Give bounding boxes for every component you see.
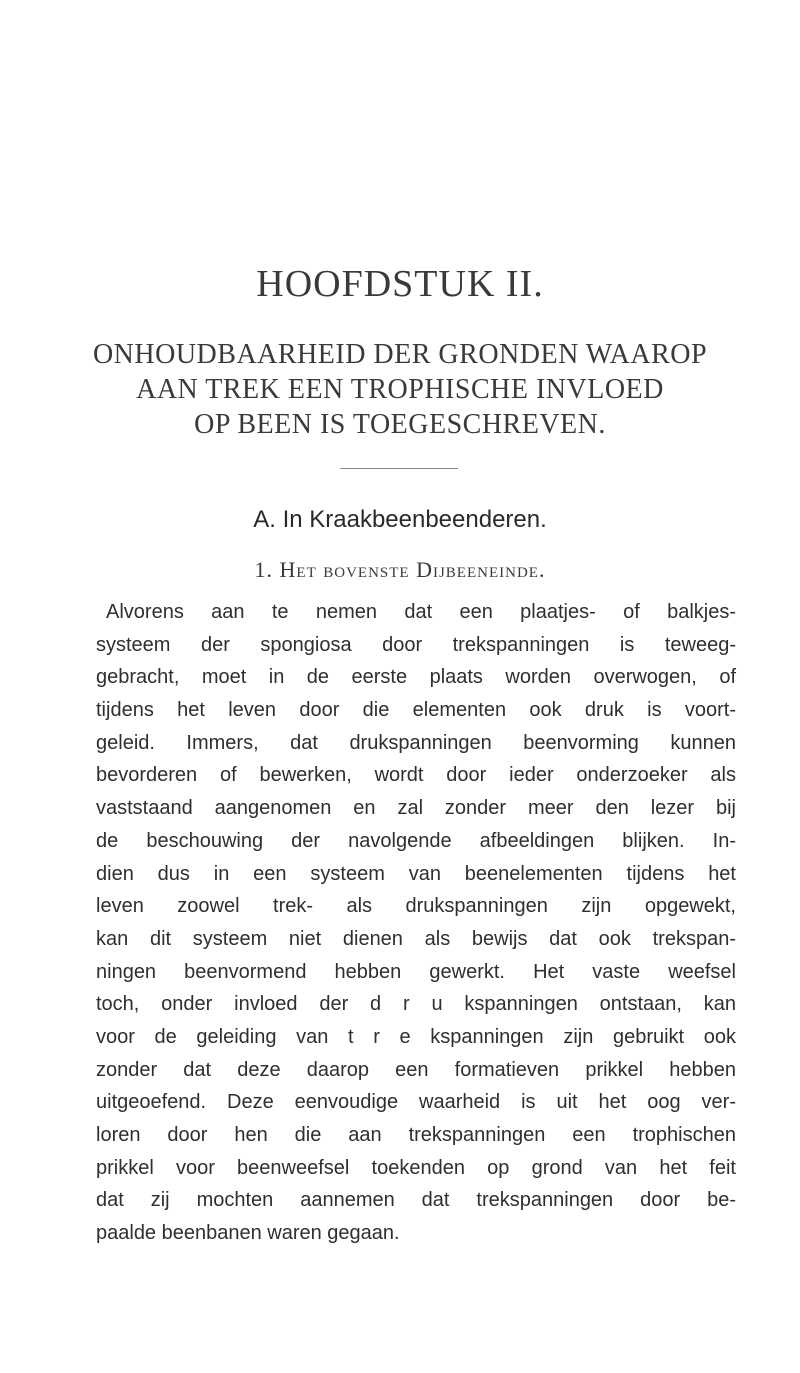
paragraph-line: vaststaand aangenomen en zal zonder meer den lezer bij — [96, 797, 736, 820]
subtitle-line: OP BEEN IS TOEGESCHREVEN. — [194, 409, 606, 440]
subtitle-line: AAN TREK EEN TROPHISCHE INVLOED — [136, 374, 664, 405]
subsection-number: 1. — [254, 557, 274, 582]
paragraph-line: systeem der spongiosa door trekspanningen is teweeg- — [96, 633, 736, 656]
paragraph-line: toch, onder invloed der d r u kspanningen ontstaan, kan — [96, 993, 736, 1016]
paragraph-line: geleid. Immers, dat drukspanningen beenvorming kunnen — [96, 731, 736, 754]
divider-rule — [340, 468, 458, 469]
paragraph-line: Alvorens aan te nemen dat een plaatjes- of balkjes- — [106, 601, 736, 623]
chapter-heading: HOOFDSTUK II. — [256, 263, 544, 305]
paragraph-line: dat zij mochten aannemen dat trekspanningen door be- — [96, 1189, 736, 1212]
paragraph-line: de beschouwing der navolgende afbeeldingen blijken. In- — [96, 829, 736, 852]
paragraph — [96, 596, 736, 1250]
subsection-heading — [0, 557, 800, 583]
paragraph-line: leven zoowel trek- als drukspanningen zijn opgewekt, — [96, 895, 736, 918]
paragraph-line: prikkel voor beenweefsel toekenden op grond van het feit — [96, 1156, 736, 1179]
paragraph-line: zonder dat deze daarop een formatieven prikkel hebben — [96, 1058, 736, 1081]
chapter-subtitle — [0, 337, 800, 442]
paragraph-line: loren door hen die aan trekspanningen een trophischen — [96, 1124, 736, 1146]
paragraph-line: gebracht, moet in de eerste plaats worden overwogen, of — [96, 666, 736, 689]
paragraph-line: tijdens het leven door die elementen ook druk is voort- — [96, 699, 736, 722]
paragraph-line: voor de geleiding van t r e kspanningen zijn gebruikt ook — [96, 1025, 736, 1048]
paragraph-line: uitgeoefend. Deze eenvoudige waarheid is uit het oog ver- — [96, 1091, 736, 1114]
paragraph-line: bevorderen of bewerken, wordt door ieder onderzoeker als — [96, 764, 736, 787]
paragraph-line: kan dit systeem niet dienen als bewijs dat ook trekspan- — [96, 927, 736, 950]
subsection-title: Het bovenste Dijbeeneinde. — [279, 557, 546, 582]
paragraph-line: ningen beenvormend hebben gewerkt. Het vaste weefsel — [96, 960, 736, 983]
paragraph-line: paalde beenbanen waren gegaan. — [96, 1222, 400, 1245]
paragraph-line: dien dus in een systeem van beenelementen tijdens het — [96, 862, 736, 885]
subtitle-line: ONHOUDBAARHEID DER GRONDEN WAAROP — [92, 339, 708, 370]
section-heading-a: A. In Kraakbeenbeenderen. — [253, 506, 547, 533]
